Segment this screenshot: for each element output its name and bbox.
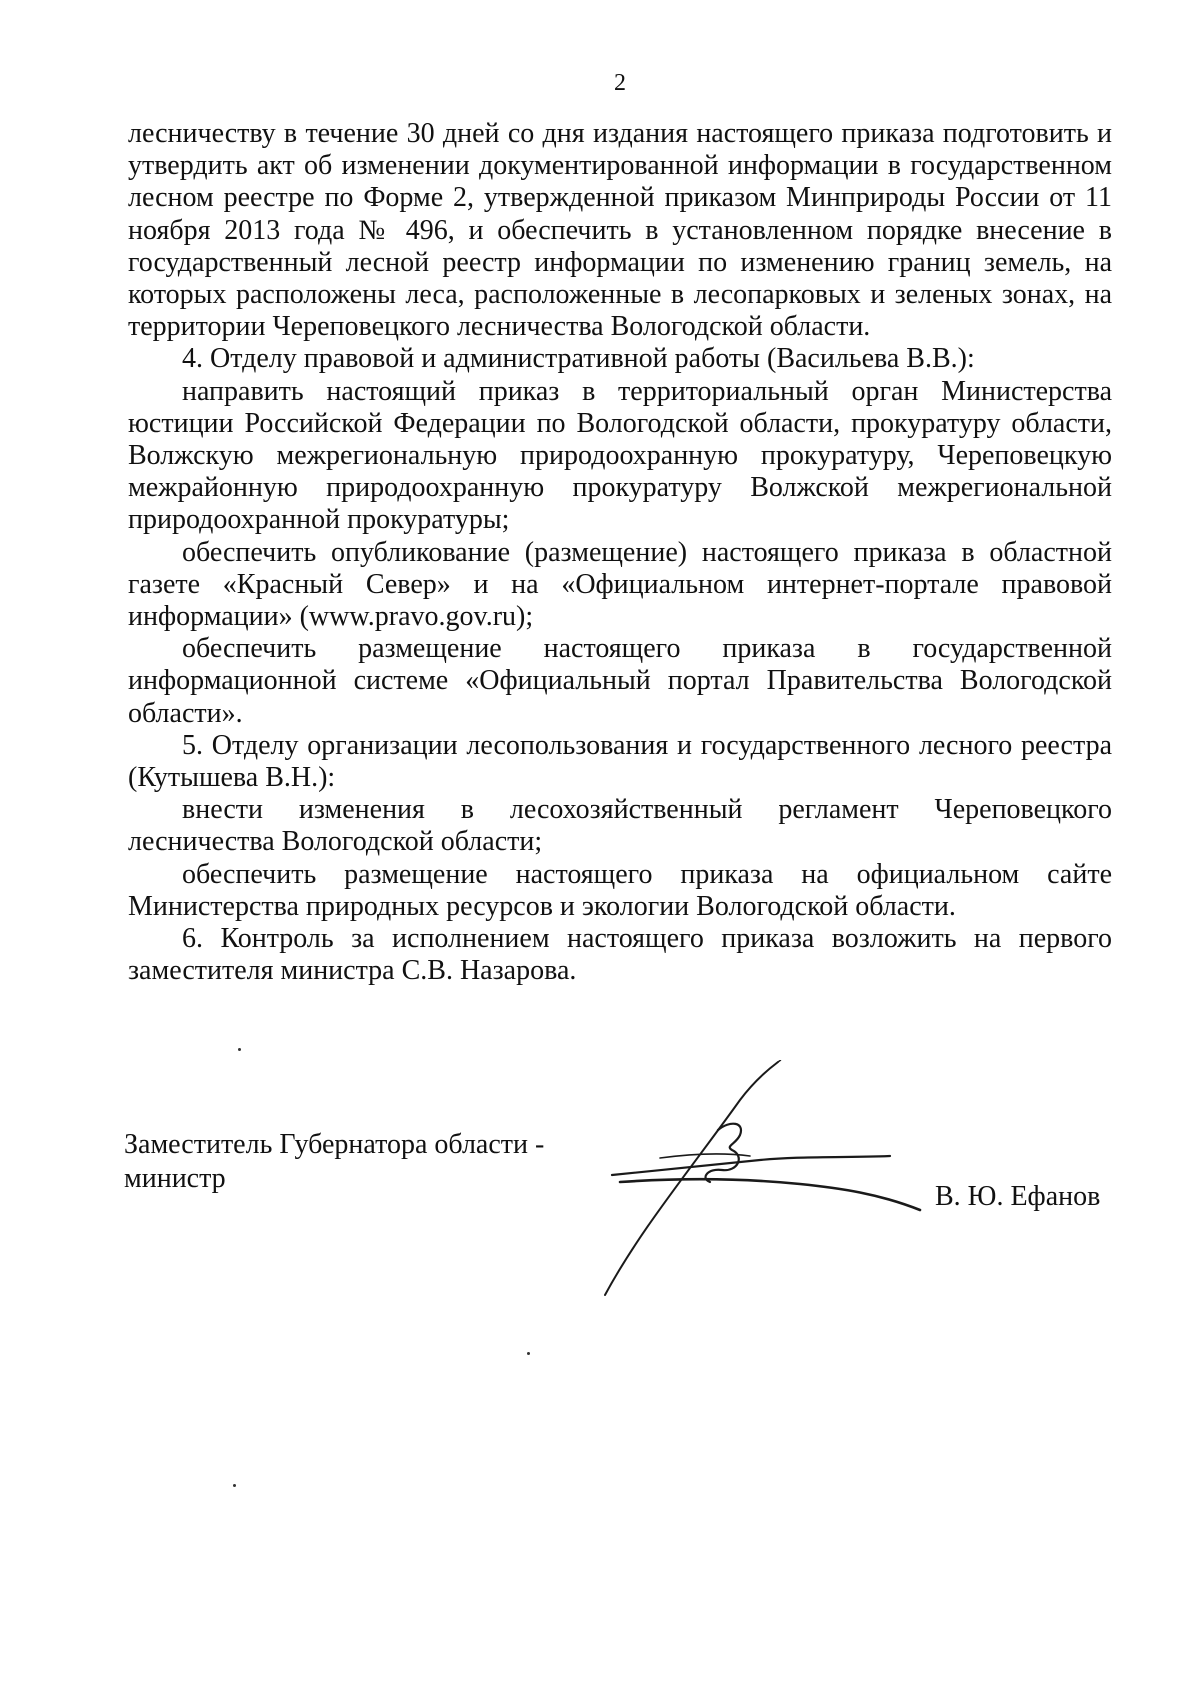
paragraph-site-placement: обеспечить размещение настоящего приказа на официальном сайте Министерства природных ресурсов и экологии Вологодской области. <box>128 858 1112 922</box>
page-number: 2 <box>614 70 626 96</box>
signatory-position-line2: министр <box>124 1163 226 1194</box>
signature-stroke-tail <box>778 1060 795 1062</box>
handwritten-signature <box>600 1060 930 1300</box>
signatory-name: В. Ю. Ефанов <box>935 1181 1101 1212</box>
paragraph-item-5: 5. Отделу организации лесопользования и государственного лесного реестра (Кутышева В.Н.): <box>128 729 1112 794</box>
signature-stroke-accent <box>660 1154 750 1158</box>
scan-speck <box>238 1048 241 1051</box>
signatory-position <box>124 1128 544 1196</box>
signature-stroke-lower <box>620 1179 920 1210</box>
signatory-position-line1: Заместитель Губернатора области - <box>124 1129 545 1160</box>
paragraph-regulation-changes: внести изменения в лесохозяйственный регламент Череповецкого лесничества Вологодской области; <box>128 794 1112 858</box>
paragraph-portal-placement: обеспечить размещение настоящего приказа в государственной информационной системе «Официальный портал Правительства Вологодской области». <box>128 633 1112 729</box>
paragraph-item-6: 6. Контроль за исполнением настоящего приказа возложить на первого заместителя министра С.В. Назарова. <box>128 923 1112 987</box>
signature-stroke-sweep <box>612 1156 890 1175</box>
paragraph-publication: обеспечить опубликование (размещение) настоящего приказа в областной газете «Красный Север» и на «Официальном интернет-портале правовой информации» (www.pravo.gov.ru); <box>128 536 1112 633</box>
paragraph-continuation: лесничеству в течение 30 дней со дня издания настоящего приказа подготовить и утвердить акт об изменении документированной информации в государственном лесном реестре по Форме 2, утвержденной приказом Минприроды России от 11 ноября 2013 года № 496, и обеспечить в установленном порядке внесение в государственный лесной реестр информации по изменению границ земель, на которых расположены леса, расположенные в лесопарковых и зеленых зонах, на территории Череповецкого лесничества Вологодской области. <box>128 118 1112 343</box>
document-body <box>128 118 1112 987</box>
paragraph-send-order: направить настоящий приказ в территориальный орган Министерства юстиции Российской Федерации по Вологодской области, прокуратуру области, Волжскую межрегиональную природоохранную прокуратуру, Череповецкую межрайонную природоохранную прокуратуру Волжской межрегиональной природоохранной прокуратуры; <box>128 375 1112 536</box>
scan-speck <box>527 1352 530 1355</box>
scan-speck <box>233 1484 236 1487</box>
signature-stroke-loop <box>706 1124 741 1182</box>
paragraph-item-4: 4. Отделу правовой и административной работы (Васильева В.В.): <box>182 343 975 375</box>
